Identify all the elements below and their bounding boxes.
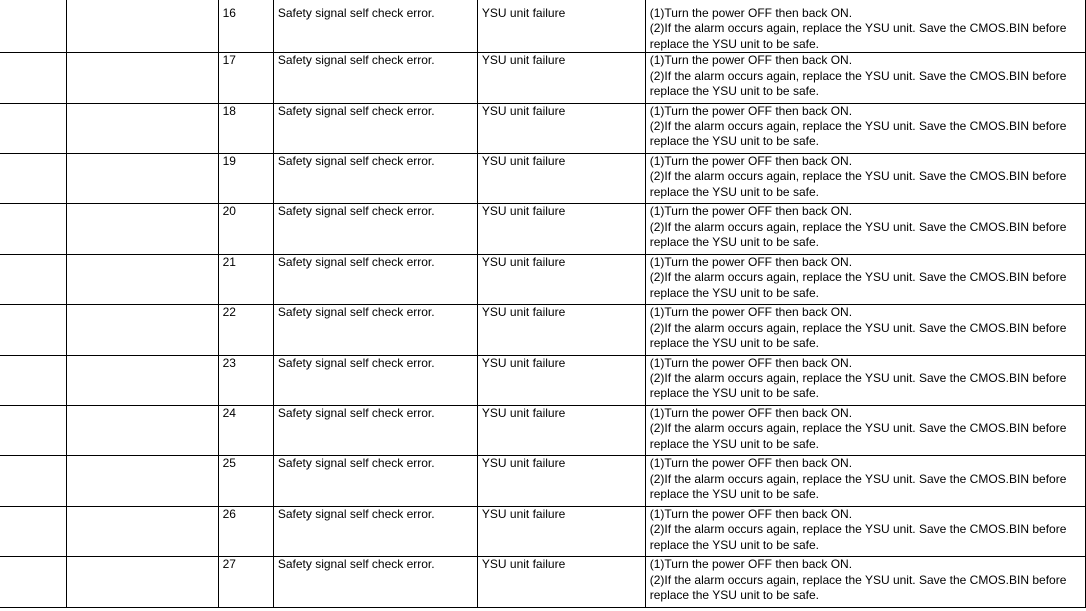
alarm-remedy-cell xyxy=(645,254,1085,304)
table-row xyxy=(0,204,1086,254)
alarm-cause-cell: YSU unit failure xyxy=(477,103,645,153)
alarm-cause-cell: YSU unit failure xyxy=(477,506,645,556)
alarm-subcode-cell: 20 xyxy=(218,204,273,254)
alarm-subcode-cell: 27 xyxy=(218,557,273,607)
table-row xyxy=(0,53,1086,103)
remedy-line: (1)Turn the power OFF then back ON. xyxy=(649,154,853,168)
alarm-subcode-cell: 24 xyxy=(218,405,273,455)
alarm-subcode-cell: 17 xyxy=(218,53,273,103)
empty-cell-group xyxy=(0,103,66,153)
table-row xyxy=(0,456,1086,506)
remedy-line: (2)If the alarm occurs again, replace the YSU unit. Save the CMOS.BIN before xyxy=(649,471,1067,486)
alarm-message-cell: Safety signal self check error. xyxy=(273,154,477,204)
remedy-line: (1)Turn the power OFF then back ON. xyxy=(649,557,853,572)
alarm-subcode-cell: 16 xyxy=(218,0,273,53)
alarm-remedy-cell xyxy=(645,154,1085,204)
remedy-line: (2)If the alarm occurs again, replace the YSU unit. Save the CMOS.BIN before xyxy=(649,522,1067,537)
alarm-subcode-cell: 22 xyxy=(218,305,273,355)
alarm-subcode-cell: 18 xyxy=(218,103,273,153)
alarm-remedy-cell xyxy=(645,355,1085,405)
table-row xyxy=(0,0,1086,53)
remedy-line: (2)If the alarm occurs again, replace the YSU unit. Save the CMOS.BIN before xyxy=(649,21,1067,36)
remedy-line: replace the YSU unit to be safe. xyxy=(649,335,819,350)
alarm-remedy-cell xyxy=(645,305,1085,355)
alarm-remedy-cell xyxy=(645,53,1085,103)
remedy-line: (2)If the alarm occurs again, replace the YSU unit. Save the CMOS.BIN before xyxy=(649,119,1067,134)
table-row xyxy=(0,154,1086,204)
remedy-line: (1)Turn the power OFF then back ON. xyxy=(649,103,853,118)
table-row xyxy=(0,103,1086,153)
remedy-line: (1)Turn the power OFF then back ON. xyxy=(649,254,853,269)
remedy-line: (2)If the alarm occurs again, replace the YSU unit. Save the CMOS.BIN before xyxy=(649,169,1067,184)
remedy-line: (2)If the alarm occurs again, replace the YSU unit. Save the CMOS.BIN before xyxy=(649,370,1067,385)
remedy-line: replace the YSU unit to be safe. xyxy=(649,537,819,552)
remedy-line: replace the YSU unit to be safe. xyxy=(649,184,819,199)
empty-cell-group xyxy=(0,154,66,204)
empty-cell-name xyxy=(66,204,218,254)
alarm-cause-cell: YSU unit failure xyxy=(477,305,645,355)
empty-cell-group xyxy=(0,456,66,506)
empty-cell-name xyxy=(66,305,218,355)
remedy-line: (1)Turn the power OFF then back ON. xyxy=(649,456,853,471)
alarm-remedy-cell xyxy=(645,557,1085,607)
remedy-line: (1)Turn the power OFF then back ON. xyxy=(649,305,853,320)
alarm-message-cell: Safety signal self check error. xyxy=(273,355,477,405)
alarm-message-cell: Safety signal self check error. xyxy=(273,405,477,455)
alarm-remedy-cell xyxy=(645,456,1085,506)
alarm-message-cell: Safety signal self check error. xyxy=(273,506,477,556)
empty-cell-name xyxy=(66,53,218,103)
alarm-subcode-cell: 23 xyxy=(218,355,273,405)
empty-cell-name xyxy=(66,103,218,153)
empty-cell-group xyxy=(0,405,66,455)
alarm-message-cell: Safety signal self check error. xyxy=(273,0,477,53)
alarm-message-cell: Safety signal self check error. xyxy=(273,456,477,506)
remedy-line: replace the YSU unit to be safe. xyxy=(649,84,819,99)
remedy-line: (2)If the alarm occurs again, replace the YSU unit. Save the CMOS.BIN before xyxy=(649,68,1067,83)
remedy-line: (1)Turn the power OFF then back ON. xyxy=(649,355,853,370)
remedy-line: replace the YSU unit to be safe. xyxy=(649,487,819,502)
empty-cell-name xyxy=(66,405,218,455)
remedy-line: replace the YSU unit to be safe. xyxy=(649,436,819,451)
alarm-cause-cell: YSU unit failure xyxy=(477,204,645,254)
empty-cell-name xyxy=(66,254,218,304)
remedy-line: (1)Turn the power OFF then back ON. xyxy=(649,204,853,219)
table-row xyxy=(0,506,1086,556)
empty-cell-name xyxy=(66,506,218,556)
table-row xyxy=(0,254,1086,304)
remedy-line: (2)If the alarm occurs again, replace the YSU unit. Save the CMOS.BIN before xyxy=(649,320,1067,335)
remedy-line: replace the YSU unit to be safe. xyxy=(649,285,819,300)
remedy-line: replace the YSU unit to be safe. xyxy=(649,386,819,401)
empty-cell-group xyxy=(0,254,66,304)
remedy-line: replace the YSU unit to be safe. xyxy=(649,36,819,51)
alarm-subcode-cell: 21 xyxy=(218,254,273,304)
empty-cell-name xyxy=(66,557,218,607)
remedy-line: replace the YSU unit to be safe. xyxy=(649,235,819,250)
empty-cell-name xyxy=(66,0,218,53)
table-row xyxy=(0,405,1086,455)
remedy-line: (2)If the alarm occurs again, replace the YSU unit. Save the CMOS.BIN before xyxy=(649,270,1067,285)
alarm-cause-cell: YSU unit failure xyxy=(477,405,645,455)
alarm-remedy-cell xyxy=(645,405,1085,455)
remedy-line: (1)Turn the power OFF then back ON. xyxy=(649,6,853,20)
empty-cell-name xyxy=(66,154,218,204)
table-row xyxy=(0,305,1086,355)
empty-cell-group xyxy=(0,204,66,254)
alarm-cause-cell: YSU unit failure xyxy=(477,456,645,506)
alarm-message-cell: Safety signal self check error. xyxy=(273,557,477,607)
empty-cell-name xyxy=(66,456,218,506)
alarm-cause-cell: YSU unit failure xyxy=(477,53,645,103)
remedy-line: (2)If the alarm occurs again, replace the YSU unit. Save the CMOS.BIN before xyxy=(649,572,1067,587)
remedy-line: (1)Turn the power OFF then back ON. xyxy=(649,53,853,68)
alarm-cause-cell: YSU unit failure xyxy=(477,254,645,304)
remedy-line: (1)Turn the power OFF then back ON. xyxy=(649,405,853,420)
alarm-remedy-cell xyxy=(645,103,1085,153)
empty-cell-group xyxy=(0,305,66,355)
alarm-message-cell: Safety signal self check error. xyxy=(273,53,477,103)
alarm-subcode-cell: 25 xyxy=(218,456,273,506)
alarm-cause-cell: YSU unit failure xyxy=(477,154,645,204)
remedy-line: (1)Turn the power OFF then back ON. xyxy=(649,506,853,521)
alarm-remedy-cell xyxy=(645,204,1085,254)
empty-cell-group xyxy=(0,53,66,103)
remedy-line: (2)If the alarm occurs again, replace the YSU unit. Save the CMOS.BIN before xyxy=(649,421,1067,436)
remedy-line: replace the YSU unit to be safe. xyxy=(649,134,819,149)
alarm-remedy-cell xyxy=(645,506,1085,556)
alarm-subcode-cell: 19 xyxy=(218,154,273,204)
empty-cell-name xyxy=(66,355,218,405)
table-row xyxy=(0,355,1086,405)
alarm-message-cell: Safety signal self check error. xyxy=(273,305,477,355)
alarm-subcode-cell: 26 xyxy=(218,506,273,556)
alarm-message-cell: Safety signal self check error. xyxy=(273,103,477,153)
empty-cell-group xyxy=(0,0,66,53)
alarm-cause-cell: YSU unit failure xyxy=(477,0,645,53)
empty-cell-group xyxy=(0,355,66,405)
alarm-cause-cell: YSU unit failure xyxy=(477,355,645,405)
alarm-message-cell: Safety signal self check error. xyxy=(273,204,477,254)
table-row xyxy=(0,557,1086,607)
alarm-cause-cell: YSU unit failure xyxy=(477,557,645,607)
remedy-line: (2)If the alarm occurs again, replace the YSU unit. Save the CMOS.BIN before xyxy=(649,219,1067,234)
alarm-message-cell: Safety signal self check error. xyxy=(273,254,477,304)
empty-cell-group xyxy=(0,506,66,556)
empty-cell-group xyxy=(0,557,66,607)
remedy-line: replace the YSU unit to be safe. xyxy=(649,587,819,602)
alarm-remedy-cell xyxy=(645,0,1085,53)
